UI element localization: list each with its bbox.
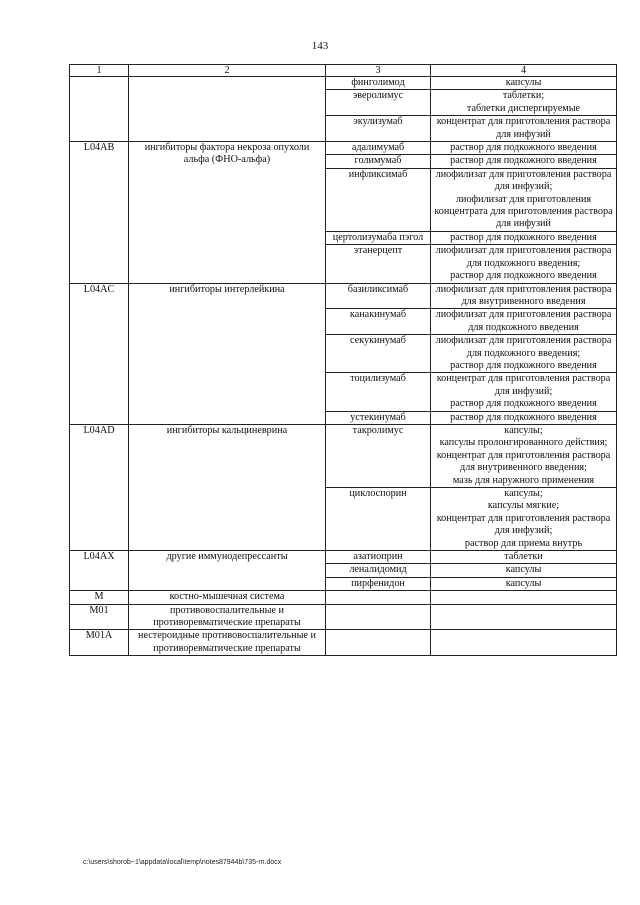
drug-name-cell [326,604,431,630]
group-name-cell: нестероидные противовоспалительные и противоревматические препараты [129,630,326,656]
group-name-cell [129,77,326,142]
dosage-form-line: лиофилизат для приготовления раствора для подкожного введения; [435,245,612,269]
dosage-forms-cell [431,116,617,142]
drug-name-cell: устекинумаб [326,411,431,424]
column-header-3: 3 [326,65,431,77]
table-row [70,604,617,630]
group-name-cell: другие иммунодепрессанты [129,551,326,591]
dosage-forms-cell [431,373,617,411]
dosage-forms-cell [431,551,617,564]
atc-code-cell: L04AC [70,283,129,424]
drug-name-cell: пирфенидон [326,577,431,590]
table-row [70,424,617,487]
drug-name-cell [326,591,431,604]
atc-code-cell: L04AD [70,424,129,550]
dosage-forms-cell [431,604,617,630]
drug-name-cell: секукинумаб [326,335,431,373]
dosage-forms-cell [431,564,617,577]
column-header-1: 1 [70,65,129,77]
dosage-form-line: концентрат для приготовления раствора для инфузий; [436,512,611,537]
dosage-form-line: капсулы; [504,488,543,499]
header-row [70,65,617,77]
dosage-forms-cell [431,231,617,244]
dosage-forms-cell [431,245,617,283]
dosage-forms-cell [431,591,617,604]
dosage-form-line: капсулы пролонгированного действия; [439,437,608,449]
dosage-forms-cell [431,411,617,424]
drug-name-cell: циклоспорин [326,488,431,551]
dosage-forms-cell [431,488,617,551]
dosage-form-line: лиофилизат для приготовления раствора для подкожного введения; [435,335,612,359]
drug-name-cell: леналидомид [326,564,431,577]
dosage-form-line: раствор для подкожного введения [450,398,597,410]
atc-code-cell: M01A [70,630,129,656]
dosage-form-line: концентрат для приготовления раствора для внутривенного введения; [436,449,611,474]
table-row [70,283,617,309]
dosage-form-line: таблетки [504,551,543,563]
drug-name-cell: адалимумаб [326,142,431,155]
dosage-form-line: раствор для подкожного введения [450,270,597,282]
dosage-forms-cell [431,577,617,590]
column-header-4: 4 [431,65,617,77]
atc-code-cell: M [70,591,129,604]
dosage-form-line: концентрат для приготовления раствора для инфузий [436,116,611,140]
dosage-form-line: таблетки диспергируемые [466,102,581,114]
atc-code-cell: L04AB [70,142,129,283]
drug-name-cell: экулизумаб [326,116,431,142]
drug-name-cell: инфликсимаб [326,168,431,231]
atc-code-cell: L04AX [70,551,129,591]
dosage-form-line: мазь для наружного применения [452,474,595,486]
dosage-form-line: лиофилизат для приготовления раствора для инфузий; [435,168,612,193]
dosage-forms-cell [431,77,617,90]
dosage-form-line: капсулы мягкие; [487,500,560,512]
drug-name-cell: эверолимус [326,90,431,116]
drug-name-cell: тоцилизумаб [326,373,431,411]
drug-name-cell: цертолизумаба пэгол [326,231,431,244]
dosage-form-line: капсулы [505,564,542,576]
table-row [70,591,617,604]
drug-name-cell: азатиоприн [326,551,431,564]
dosage-form-line: раствор для подкожного введения [450,155,597,167]
drug-name-cell: базиликсимаб [326,283,431,309]
dosage-forms-cell [431,335,617,373]
dosage-form-line: лиофилизат для приготовления раствора для внутривенного введения [435,283,612,307]
table-row [70,551,617,564]
group-name-cell: ингибиторы кальциневрина [129,424,326,550]
column-header-2: 2 [129,65,326,77]
drug-classification-table [69,64,617,656]
group-name-cell: ингибиторы фактора некроза опухоли альфа (ФНО-альфа) [129,142,326,283]
dosage-form-line: таблетки; [502,90,545,102]
dosage-forms-cell [431,424,617,487]
dosage-forms-cell [431,630,617,656]
dosage-form-line: капсулы [505,77,542,88]
dosage-form-line: концентрат для приготовления раствора для инфузий; [436,373,611,397]
drug-name-cell: этанерцепт [326,245,431,283]
drug-name-cell: такролимус [326,424,431,487]
atc-code-cell: M01 [70,604,129,630]
group-name-cell: ингибиторы интерлейкина [129,283,326,424]
drug-name-cell [326,630,431,656]
file-path-footer: c:\users\shorob~1\appdata\local\temp\notes87944b\735-rn.docx [83,859,282,866]
drug-name-cell: голимумаб [326,155,431,168]
table-row [70,142,617,155]
dosage-form-line: лиофилизат для приготовления раствора для подкожного введения [435,309,612,333]
dosage-form-line: капсулы [505,577,542,589]
drug-name-cell: канакинумаб [326,309,431,335]
dosage-form-line: лиофилизат для приготовления концентрата для приготовления раствора для инфузий [434,193,613,230]
dosage-forms-cell [431,90,617,116]
dosage-forms-cell [431,142,617,155]
table-row [70,630,617,656]
dosage-form-line: капсулы; [504,424,543,436]
group-name-cell: костно-мышечная система [129,591,326,604]
dosage-forms-cell [431,168,617,231]
dosage-form-line: раствор для подкожного введения [450,231,597,243]
table-body [70,77,617,656]
group-name-cell: противовоспалительные и противоревматические препараты [129,604,326,630]
dosage-forms-cell [431,309,617,335]
page-number: 143 [311,40,329,52]
dosage-form-line: раствор для подкожного введения [450,359,597,371]
dosage-form-line: раствор для подкожного введения [450,142,597,154]
table-row [70,77,617,90]
atc-code-cell [70,77,129,142]
dosage-forms-cell [431,155,617,168]
dosage-form-line: раствор для приема внутрь [464,537,583,549]
dosage-forms-cell [431,283,617,309]
dosage-form-line: раствор для подкожного введения [450,411,597,423]
drug-name-cell: финголимод [326,77,431,90]
